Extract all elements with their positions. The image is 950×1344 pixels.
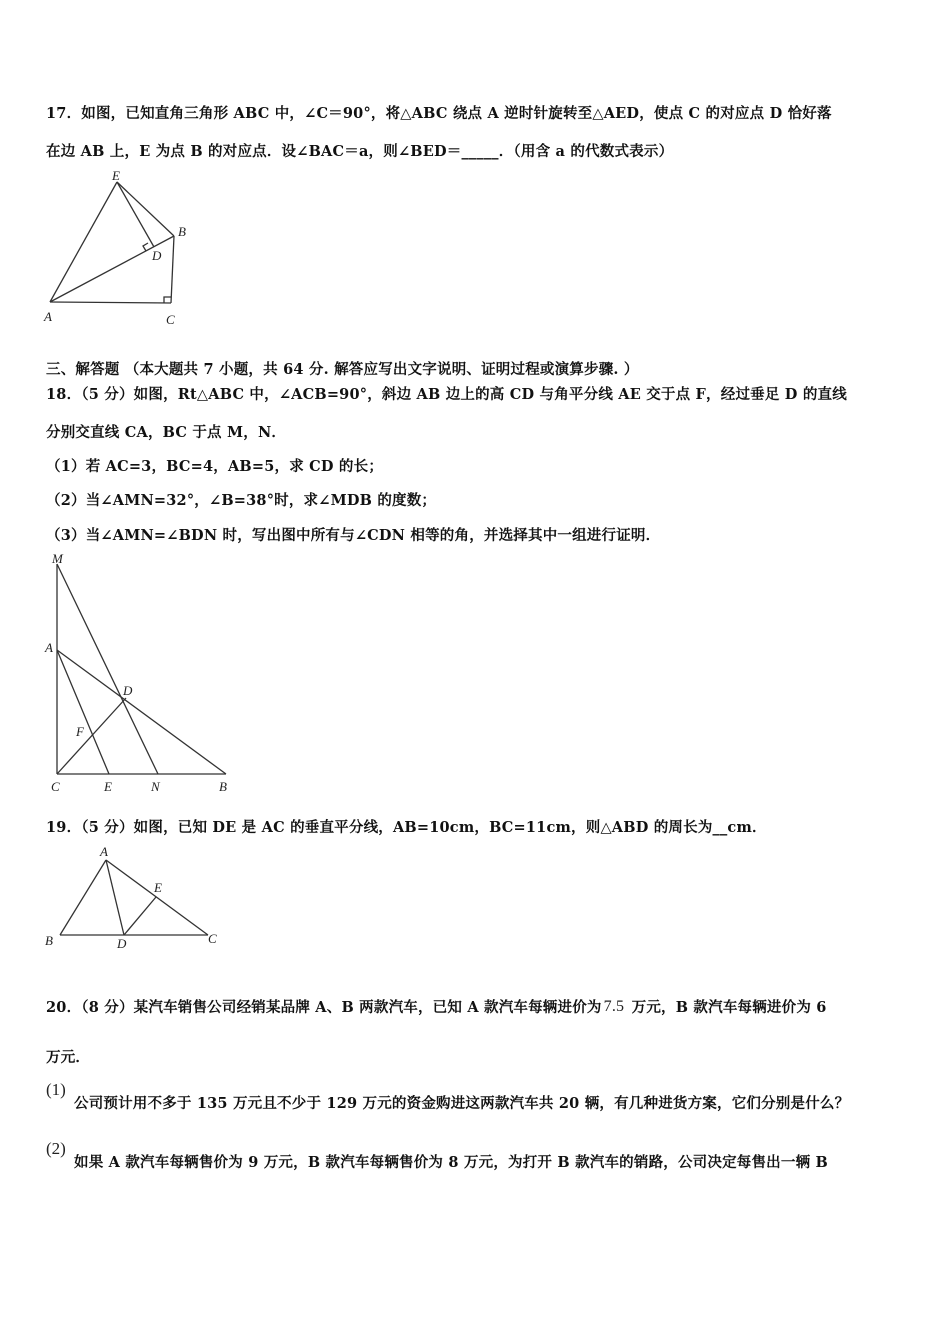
q18-label-m: M bbox=[52, 551, 63, 566]
q17-label-a: A bbox=[44, 309, 52, 324]
q18-label-b: B bbox=[219, 779, 227, 794]
q19-line-ab bbox=[60, 860, 106, 935]
q17-text-line2: 在边 AB 上，E 为点 B 的对应点．设∠BAC＝a，则∠BED＝_____．（用含 a 的代数式表示） bbox=[46, 143, 674, 160]
q18-label-f: F bbox=[76, 724, 84, 739]
q17-label-d: D bbox=[152, 248, 162, 263]
q17-line-ac bbox=[50, 302, 171, 303]
q17-line-ed bbox=[117, 182, 154, 247]
q18-line-mn bbox=[57, 564, 158, 774]
q20-line1-before: 20．（8 分）某汽车销售公司经销某品牌 A、B 两款汽车，已知 A 款汽车每辆进价为 bbox=[46, 999, 602, 1016]
q20-text-line1 bbox=[46, 996, 827, 1017]
q18-label-d: D bbox=[123, 683, 133, 698]
q17-label-b: B bbox=[178, 224, 186, 239]
q20-part1: 公司预计用不多于 135 万元且不少于 129 万元的资金购进这两款汽车共 20 辆，有几种进货方案，它们分别是什么？ bbox=[74, 1095, 850, 1112]
q19-figure bbox=[40, 842, 230, 952]
q19-label-a: A bbox=[100, 844, 108, 859]
q17-label-e: E bbox=[112, 168, 120, 183]
q17-label-c: C bbox=[166, 312, 175, 327]
q18-text-line2: 分别交直线 CA，BC 于点 M，N． bbox=[46, 424, 287, 441]
q20-price-a: 7.5 bbox=[603, 998, 625, 1015]
q17-figure bbox=[40, 168, 200, 333]
q19-text-line1: 19．（5 分）如图，已知 DE 是 AC 的垂直平分线，AB=10cm，BC=11cm，则△ABD 的周长为__cm． bbox=[46, 819, 767, 836]
q20-part2-number: (2) bbox=[46, 1139, 66, 1158]
q17-text-line1: 17．如图，已知直角三角形 ABC 中，∠C＝90°，将△ABC 绕点 A 逆时针旋转至△AED，使点 C 的对应点 D 恰好落 bbox=[46, 105, 832, 122]
q18-part2: （2）当∠AMN=32°，∠B=38°时，求∠MDB 的度数； bbox=[46, 492, 437, 509]
q18-line-cd bbox=[57, 698, 126, 774]
q20-line1-after: 万元，B 款汽车每辆进价为 6 bbox=[631, 999, 827, 1016]
q19-label-c: C bbox=[208, 931, 217, 946]
q17-line-eb bbox=[117, 182, 174, 236]
q19-line-de bbox=[124, 897, 156, 935]
q18-text-line1: 18．（5 分）如图，Rt△ABC 中，∠ACB=90°，斜边 AB 边上的高 CD 与角平分线 AE 交于点 F，经过垂足 D 的直线 bbox=[46, 386, 847, 403]
q18-label-c: C bbox=[51, 779, 60, 794]
q20-part1-number: (1) bbox=[46, 1080, 66, 1099]
q18-label-e: E bbox=[104, 779, 112, 794]
q17-line-bc bbox=[171, 236, 174, 303]
q18-label-a: A bbox=[45, 640, 53, 655]
q18-figure bbox=[40, 548, 240, 798]
q18-part3: （3）当∠AMN=∠BDN 时，写出图中所有与∠CDN 相等的角，并选择其中一组进行证明． bbox=[46, 527, 661, 544]
q19-label-d: D bbox=[117, 936, 127, 951]
q20-text-line2: 万元． bbox=[46, 1049, 91, 1066]
q19-label-b: B bbox=[45, 933, 53, 948]
q17-right-angle-c bbox=[164, 297, 171, 303]
q20-part2: 如果 A 款汽车每辆售价为 9 万元，B 款汽车每辆售价为 8 万元，为打开 B 款汽车的销路，公司决定每售出一辆 B bbox=[74, 1154, 828, 1171]
q18-label-n: N bbox=[151, 779, 160, 794]
section3-heading: 三、解答题 （本大题共 7 小题，共 64 分. 解答应写出文字说明、证明过程或演算步骤. ） bbox=[46, 361, 639, 378]
q19-label-e: E bbox=[154, 880, 162, 895]
q18-part1: （1）若 AC=3，BC=4，AB=5，求 CD 的长； bbox=[46, 458, 384, 475]
